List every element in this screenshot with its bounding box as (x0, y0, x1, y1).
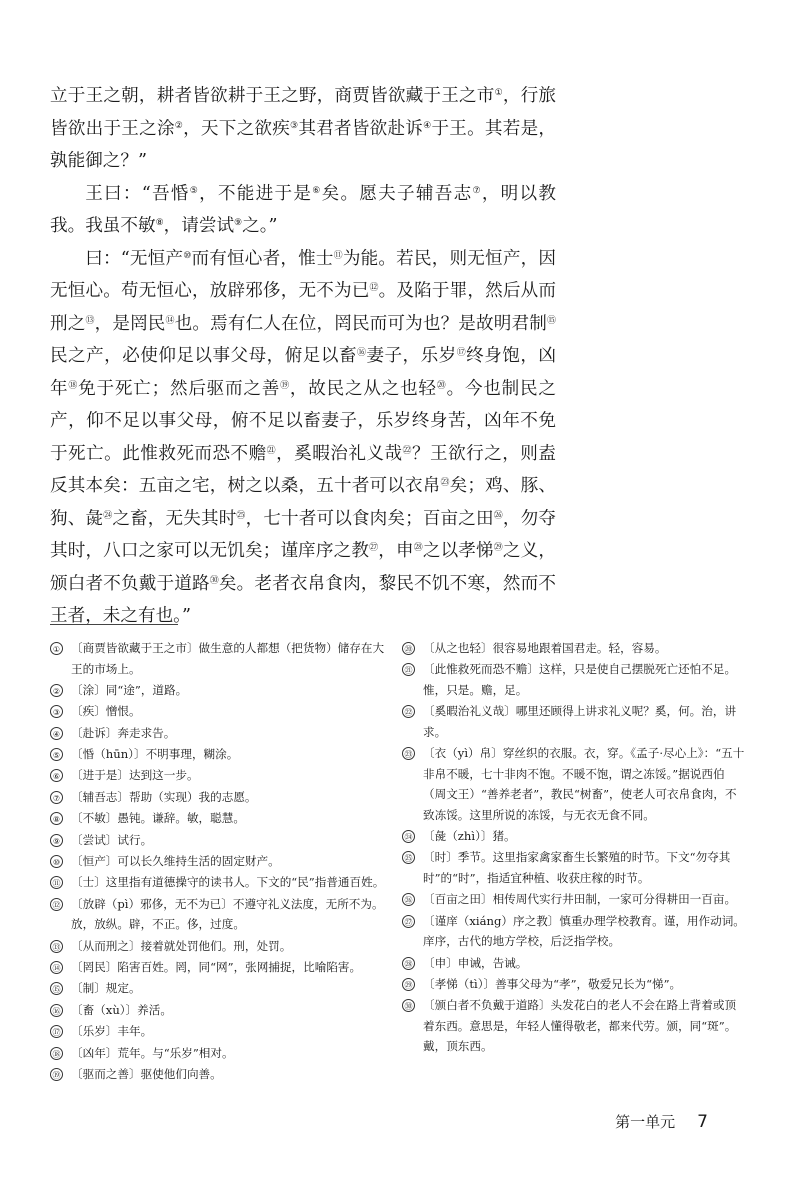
footnote-number: ⑧ (50, 812, 63, 825)
footnote-number: ㉚ (402, 999, 415, 1012)
footnote-ref: ⑤ (189, 185, 200, 196)
footnote-text: 〔凶年〕荒年。与“乐岁”相对。 (71, 1045, 234, 1060)
footnote-text: 〔乐岁〕丰年。 (71, 1024, 153, 1039)
text-run: 终身饱，凶年 (50, 346, 556, 399)
footnote-ref: ⑭ (165, 315, 175, 326)
text-run: 曰：“无恒产 (85, 248, 184, 269)
footnote-text: 〔士〕这里指有道德操守的读书人。下文的“民”指普通百姓。 (71, 875, 385, 890)
footnote-ref: ③ (290, 120, 299, 131)
footnote-number: ④ (50, 727, 63, 740)
footnote-ref: ⑳ (436, 380, 447, 391)
text-run: 王曰：“吾惛 (85, 183, 190, 204)
footnote-item (50, 936, 395, 957)
footnote-text: 〔奚暇治礼义哉〕哪里还顾得上讲求礼义呢？奚，何。治，讲求。 (423, 704, 737, 739)
unit-label: 第一单元 (615, 1113, 676, 1131)
footnote-number: ㉖ (402, 893, 415, 906)
text-run: 立于王之朝，耕者皆欲耕于王之野，商贾皆欲藏于王之市 (50, 86, 495, 106)
footnote-text: 〔百亩之田〕相传周代实行井田制，一家可分得耕田一百亩。 (423, 892, 737, 907)
footnote-item (402, 995, 747, 1057)
text-run: 。及陷于罪，然后从而刑之 (50, 281, 556, 334)
footnote-divider (50, 624, 178, 625)
footnote-ref: ㉙ (493, 543, 503, 553)
footnote-item (50, 1064, 395, 1085)
footnote-ref: ⑧ (155, 218, 164, 228)
text-run: 之。” (242, 216, 278, 236)
footnote-text: 〔尝试〕试行。 (71, 832, 153, 847)
text-run: 之畜，无失其时 (112, 508, 237, 529)
footnote-number: ⑪ (50, 876, 63, 889)
footnote-ref: ⑰ (456, 348, 467, 358)
footnote-number: ② (50, 684, 63, 697)
footnote-item (50, 1021, 395, 1042)
main-text (50, 80, 556, 633)
footnote-number: ⑩ (50, 855, 63, 868)
footnote-number: ⑱ (50, 1047, 63, 1060)
footnote-item (50, 1000, 395, 1021)
footnote-item (402, 701, 747, 742)
footnote-ref: ⑬ (85, 315, 95, 326)
footnote-item (50, 765, 395, 786)
text-run: ，七十者可以食肉矣；百亩之田 (245, 508, 494, 529)
paragraph (50, 178, 556, 243)
footnote-number: ㉑ (402, 663, 415, 676)
text-run: 矣。老者衣帛食肉，黎民不饥不寒，然而不王者，未之有也。” (50, 573, 556, 626)
footnote-number: ⑭ (50, 961, 63, 974)
footnote-ref: ㉘ (413, 543, 423, 553)
footnote-ref: ⑥ (312, 185, 322, 196)
footnote-number: ⑦ (50, 791, 63, 804)
footnote-ref: ⑫ (369, 283, 379, 293)
footnote-ref: ① (494, 88, 503, 98)
footnote-item (50, 851, 395, 872)
footnote-text: 〔商贾皆欲藏于王之市〕做生意的人都想（把货物）储存在大王的市场上。 (71, 641, 385, 676)
footnote-text: 〔彘（zhì）〕猪。 (423, 829, 516, 844)
text-run: ，天下之欲疾 (183, 118, 291, 139)
text-run: 其君者皆欲赴诉 (298, 118, 424, 139)
footnote-number: ㉔ (402, 830, 415, 843)
text-run: 妻子，乐岁 (366, 346, 457, 366)
text-run: ，申 (378, 541, 414, 561)
footnotes-left-column (50, 638, 395, 1085)
footnote-item (402, 659, 747, 700)
footnote-number: ③ (50, 705, 63, 718)
footnote-text: 〔从之也轻〕很容易地跟着国君走。轻，容易。 (423, 641, 667, 655)
footnote-number: ㉙ (402, 978, 415, 991)
footnote-item (50, 638, 395, 679)
footnote-number: ㉓ (402, 747, 415, 760)
footnote-item (50, 723, 395, 744)
footnote-ref: ㉑ (266, 445, 277, 456)
footnote-number: ㉘ (402, 957, 415, 970)
footnote-item (402, 889, 747, 910)
footnote-ref: ⑲ (280, 380, 290, 391)
footnote-text: 〔辅吾志〕帮助（实现）我的志愿。 (71, 789, 257, 804)
footnote-ref: ㉓ (440, 478, 450, 488)
footnote-item (50, 957, 395, 978)
text-run: ，不能进于是 (199, 183, 313, 204)
footnote-text: 〔惛（hūn）〕不明事理，糊涂。 (71, 747, 239, 762)
footnote-number: ⑥ (50, 769, 63, 782)
text-run: ，行旅皆欲出于王之涂 (50, 86, 556, 139)
text-run: 矣；鸡、豚、狗、彘 (50, 476, 556, 529)
footnote-ref: ④ (423, 120, 432, 131)
footnote-text: 〔谨庠（xiáng）序之教〕慎重办理学校教育。谨，用作动词。庠序，古代的地方学校，后泛指学校。 (423, 913, 745, 949)
footnote-text: 〔疾〕憎恨。 (71, 704, 141, 719)
page-footer (615, 1110, 708, 1134)
footnote-text: 〔颁白者不负戴于道路〕头发花白的老人不会在路上背着或顶着东西。意思是，年轻人懂得敬老，都来代劳。颁，同“斑”。戴，顶东西。 (423, 998, 737, 1054)
text-run: 而有恒心者，惟士 (191, 248, 334, 269)
footnote-text: 〔制〕规定。 (71, 981, 141, 996)
footnote-number: ⑰ (50, 1025, 63, 1038)
footnote-item (50, 978, 395, 999)
footnote-ref: ㉕ (236, 510, 246, 521)
paragraph (50, 243, 556, 633)
text-run: ，请尝试 (163, 216, 235, 236)
footnote-item (50, 680, 395, 701)
footnote-number: ⑮ (50, 982, 63, 995)
footnote-item (50, 872, 395, 893)
footnote-text: 〔时〕季节。这里指家禽家畜生长繁殖的时节。下文“勿夺其时”的“时”，指适宜种植、收获庄稼的时节。 (423, 850, 731, 885)
footnote-item (50, 1043, 395, 1064)
footnote-item (50, 808, 395, 829)
footnote-ref: ⑦ (472, 185, 482, 196)
text-run: 矣。愿夫子辅吾志 (321, 183, 473, 204)
footnote-item (50, 894, 395, 935)
footnote-ref: ⑯ (356, 348, 367, 358)
footnote-text: 〔此惟救死而恐不赡〕这样，只是使自己摆脱死亡还怕不足。惟，只是。赡，足。 (423, 662, 737, 697)
footnote-number: ⑯ (50, 1004, 63, 1017)
text-run: 之义，颁白者不负戴于道路 (50, 541, 556, 594)
footnote-text: 〔罔民〕陷害百姓。罔，同“网”，张网捕捉，比喻陷害。 (71, 960, 362, 975)
text-run: 免于死亡；然后驱而之善 (78, 378, 281, 399)
footnote-text: 〔不敏〕愚钝。谦辞。敏，聪慧。 (71, 811, 245, 826)
footnote-item (402, 953, 747, 974)
footnote-item (402, 974, 747, 995)
footnote-number: ⑳ (402, 642, 415, 655)
footnote-item (50, 787, 395, 808)
footnote-text: 〔衣（yì）帛〕穿丝织的衣服。衣，穿。《孟子·尽心上》：“五十非帛不暖，七十非肉不饱。不暖不饱，谓之冻馁。”据说西伯（周文王）“善养老者”，教民“树畜”，使老人可衣帛食肉，不致冻馁。这里所说的冻馁，与无衣无食不同。 (423, 746, 745, 822)
page-number: 7 (697, 1112, 708, 1132)
footnote-text: 〔畜（xù）〕养活。 (71, 1002, 172, 1017)
footnote-text: 〔进于是〕达到这一步。 (71, 768, 199, 783)
footnote-ref: ② (174, 120, 184, 131)
footnote-item (402, 826, 747, 847)
footnote-item (402, 743, 747, 825)
text-run: 于王。其若是，孰能御之？” (50, 118, 556, 171)
footnote-text: 〔恒产〕可以长久维持生活的固定财产。 (71, 854, 280, 869)
footnote-number: ㉗ (402, 915, 415, 928)
footnote-text: 〔放辟（pì）邪侈，无不为已〕不遵守礼义法度，无所不为。放，放纵。辟，不正。侈，过度。 (71, 896, 384, 932)
text-run: 也。焉有仁人在位，罔民而可为也？是故明君制 (174, 313, 547, 334)
text-run: 之以孝悌 (422, 541, 494, 561)
footnote-ref: ⑱ (68, 380, 79, 391)
footnote-text: 〔驱而之善〕驱使他们向善。 (71, 1067, 222, 1082)
footnote-ref: ㉒ (402, 445, 412, 456)
footnote-text: 〔涂〕同“途”，道路。 (71, 682, 188, 697)
text-run: 民之产，必使仰足以事父母，俯足以畜 (50, 346, 357, 366)
footnote-ref: ㉖ (493, 510, 503, 521)
footnote-ref: ㉗ (369, 543, 379, 553)
footnote-item (402, 638, 747, 659)
footnote-number: ⑨ (50, 834, 63, 847)
text-run: ，奚暇治礼义哉 (276, 443, 403, 464)
footnote-text: 〔从而刑之〕接着就处罚他们。刑，处罚。 (71, 938, 292, 953)
text-run: ，明以教我。我虽不敏 (50, 183, 556, 236)
text-run: ，故民之从之也轻 (289, 378, 437, 399)
footnote-number: ㉕ (402, 851, 415, 864)
footnote-ref: ⑨ (234, 218, 243, 228)
footnote-ref: ㉔ (103, 510, 113, 521)
text-run: ？王欲行之，则盍反其本矣：五亩之宅，树之以桑，五十者可以衣帛 (50, 443, 556, 496)
text-run: ，勿夺其时，八口之家可以无饥矣；谨庠序之教 (50, 508, 556, 561)
footnote-item (402, 911, 747, 952)
footnote-text: 〔孝悌（tì）〕善事父母为“孝”，敬爱兄长为“悌”。 (423, 977, 682, 992)
footnote-number: ① (50, 642, 63, 655)
footnote-ref: ⑪ (333, 250, 343, 261)
footnote-item (402, 847, 747, 888)
footnote-number: ⑤ (50, 748, 63, 761)
text-run: 为能。若民，则无恒产，因无恒心。苟无恒心，放辟邪侈，无不为已 (50, 248, 556, 301)
footnote-item (50, 744, 395, 765)
footnote-number: ⑬ (50, 940, 63, 953)
footnote-text: 〔赴诉〕奔走求告。 (71, 725, 176, 740)
paragraph (50, 80, 556, 178)
text-run: 。今也制民之产，仰不足以事父母，俯不足以畜妻子，乐岁终身苦，凶年不免于死亡。此惟救死而恐不赡 (50, 378, 556, 464)
footnote-ref: ⑮ (546, 315, 556, 326)
footnote-item (50, 830, 395, 851)
footnotes-right-column (402, 638, 747, 1058)
footnote-ref: ㉚ (209, 575, 219, 586)
footnote-number: ㉒ (402, 705, 415, 718)
footnote-number: ⑲ (50, 1068, 63, 1081)
footnote-text: 〔申〕申诫，告诫。 (423, 955, 528, 970)
footnote-ref: ⑩ (183, 250, 192, 261)
text-run: ，是罔民 (94, 313, 166, 334)
footnote-number: ⑫ (50, 898, 63, 911)
footnote-item (50, 701, 395, 722)
